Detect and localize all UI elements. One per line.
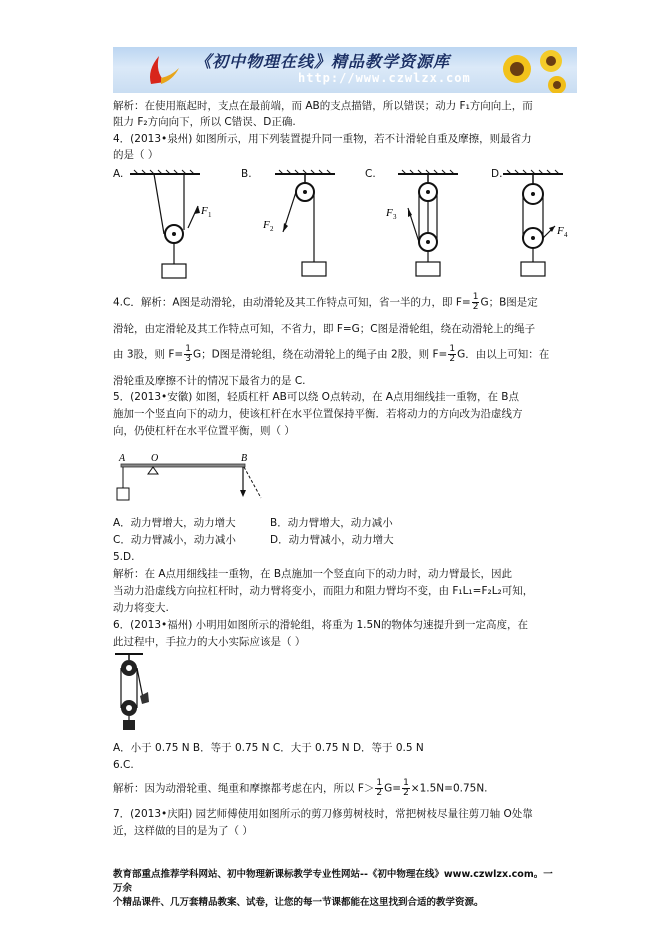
pulley-figure-d bbox=[503, 170, 603, 285]
q5-option-b[interactable]: B．动力臂增大，动力减小 bbox=[270, 517, 393, 529]
answer-5-line-3: 动力将变大. bbox=[113, 602, 169, 614]
question-4-line-1: 4．(2013•泉州) 如图所示，用下列装置提升同一重物，若不计滑轮自重及摩擦，则最省力 bbox=[113, 133, 532, 145]
pulley-block-figure bbox=[113, 652, 163, 734]
force-label-f3: F bbox=[386, 207, 393, 219]
answer-5: 5.D. bbox=[113, 551, 135, 563]
page-footer bbox=[113, 868, 553, 910]
force-subscript-4: 4 bbox=[564, 231, 568, 239]
q5-option-c[interactable]: C．动力臂减小，动力减小 bbox=[113, 534, 236, 546]
q5-option-a[interactable]: A．动力臂增大，动力增大 bbox=[113, 517, 236, 529]
pulley-figure-a bbox=[130, 170, 220, 285]
question-7-line-2: 近，这样做的目的是为了（ ） bbox=[113, 825, 253, 837]
option-label-b: B. bbox=[241, 168, 252, 180]
text-line: 解析：在使用瓶起时，支点在最前端，而 AB的支点描错，所以错误；动力 F₁方向向上，而 bbox=[113, 100, 533, 112]
question-7-line-1: 7．(2013•庆阳) 园艺师傅使用如图所示的剪刀修剪树枝时，常把树枝尽量往剪刀轴 O处靠 bbox=[113, 808, 533, 820]
footer-line-1: 教育部重点推荐学科网站、初中物理新课标教学专业性网站--《初中物理在线》www.czwlzx.com。一万余 bbox=[113, 869, 553, 894]
option-label-a: A. bbox=[113, 168, 124, 180]
q6-options[interactable]: A．小于 0.75 N B．等于 0.75 N C．大于 0.75 N D．等于 0.5 N bbox=[113, 742, 424, 754]
q5-option-d[interactable]: D．动力臂减小，动力增大 bbox=[270, 534, 394, 546]
answer-4-line-1: 4.C．解析：A图是动滑轮，由动滑轮及其工作特点可知，省一半的力，即 F= $\frac{1}{2}$ G；B图是定 bbox=[113, 292, 538, 312]
answer-4-line-3: 由 3股，则 F= $\frac{1}{3}$ G；D图是滑轮组，绕在动滑轮上的绳子由 2股，则 F= $\frac{1}{2}$ G．由以上可知：在 bbox=[113, 344, 550, 364]
fraction-half: $\frac{1}{2}$ bbox=[472, 292, 479, 312]
pulley-figure-b bbox=[255, 170, 345, 285]
lever-label-a: A bbox=[119, 453, 126, 464]
pulley-figure-c bbox=[378, 170, 478, 285]
banner-url[interactable]: http://www.czwlzx.com bbox=[298, 71, 471, 85]
question-5-line-3: 向，仍使杠杆在水平位置平衡，则（ ） bbox=[113, 425, 295, 437]
question-6-line-1: 6．(2013•福州) 小明用如图所示的滑轮组，将重为 1.5N的物体匀速提升到一定高度，在 bbox=[113, 619, 529, 631]
force-label-f4: F bbox=[557, 225, 564, 237]
text-line: 阻力 F₂方向向下，所以 C错误、D正确. bbox=[113, 116, 296, 128]
force-subscript-3: 3 bbox=[393, 213, 397, 221]
sunflower-icon bbox=[495, 47, 573, 93]
answer-4-line-4: 滑轮重及摩擦不计的情况下最省力的是 C. bbox=[113, 375, 306, 387]
answer-6: 6.C. bbox=[113, 759, 134, 771]
force-label-f2: F bbox=[263, 219, 270, 231]
lever-figure bbox=[113, 450, 273, 510]
fraction-half: $\frac{1}{2}$ bbox=[449, 344, 456, 364]
question-5-line-2: 施加一个竖直向下的动力，使该杠杆在水平位置保持平衡．若将动力的方向改为沿虚线方 bbox=[113, 408, 523, 420]
answer-5-line-2: 当动力沿虚线方向拉杠杆时，动力臂将变小，而阻力和阻力臂均不变，由 F₁L₁=F₂L₂可知， bbox=[113, 585, 534, 597]
site-logo-icon bbox=[143, 50, 183, 90]
answer-4-line-2: 滑轮，由定滑轮及其工作特点可知，不省力，即 F=G；C图是滑轮组，绕在动滑轮上的绳子 bbox=[113, 323, 536, 335]
question-6-line-2: 此过程中，手拉力的大小实际应该是（ ） bbox=[113, 636, 306, 648]
fraction-half: $\frac{1}{2}$ bbox=[403, 778, 409, 798]
footer-line-2: 个精品课件、几万套精品教案、试卷，让您的每一节课都能在这里找到合适的教学资源。 bbox=[113, 897, 484, 908]
fraction-half: $\frac{1}{2}$ bbox=[376, 778, 383, 798]
force-subscript-2: 2 bbox=[270, 225, 274, 233]
lever-label-b: B bbox=[241, 453, 248, 464]
force-subscript-1: 1 bbox=[208, 211, 212, 219]
question-4-line-2: 的是（ ） bbox=[113, 149, 159, 161]
answer-5-line-1: 解析：在 A点用细线挂一重物，在 B点施加一个竖直向下的动力时，动力臂最长，因此 bbox=[113, 568, 513, 580]
question-5-line-1: 5．(2013•安徽) 如图，轻质杠杆 AB可以绕 O点转动，在 A点用细线挂一重物，在 B点 bbox=[113, 391, 520, 403]
option-label-d: D. bbox=[491, 168, 503, 180]
header-banner bbox=[113, 47, 577, 93]
fraction-third: $\frac{1}{3}$ bbox=[185, 344, 191, 364]
banner-title: 《初中物理在线》精品教学资源库 bbox=[195, 52, 451, 71]
force-label-f1: F bbox=[201, 205, 208, 217]
lever-label-o: O bbox=[151, 453, 159, 464]
answer-6-line-1: 解析：因为动滑轮重、绳重和摩擦都考虑在内，所以 F＞ $\frac{1}{2}$ G= $\frac{1}{2}$ ×1.5N=0.75N. bbox=[113, 778, 488, 798]
option-label-c: C. bbox=[365, 168, 376, 180]
